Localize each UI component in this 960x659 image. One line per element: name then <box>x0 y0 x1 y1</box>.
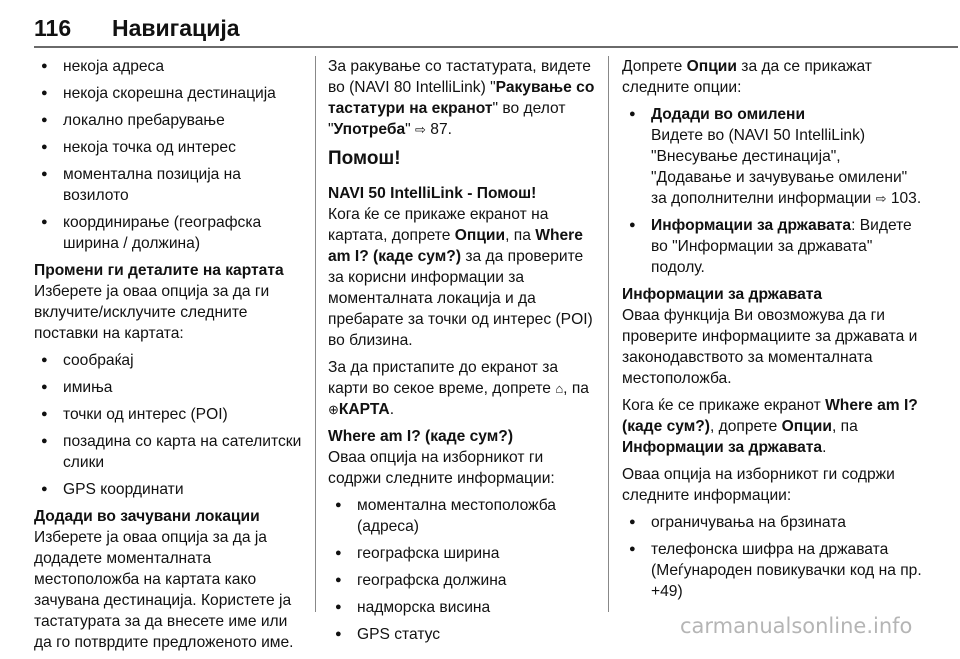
keyboard-reference-paragraph: За ракување со тастатурата, видете во (NAVI 80 IntelliLink) "Ракување со тастатури на екранот" во делот "Употреба" ⇨ 87. <box>328 58 595 138</box>
home-icon: ⌂ <box>555 381 564 396</box>
section-text: Изберете ја оваа опција за да ја додадете моменталната местоположба на картата како зачувана дестинација. Користете ја тастатурата за да внесете име или да го потврдите предложеното име. <box>34 529 294 651</box>
page-reference-icon: ⇨ <box>875 191 887 206</box>
destination-options-list <box>34 56 304 254</box>
country-info-paragraph: Кога ќе се прикаже екранот Where am I? (каде сум?), допрете Опции, па Информации за државата. <box>622 397 918 456</box>
map-settings-list <box>34 350 304 500</box>
page-header <box>34 10 958 48</box>
section-heading: Информации за државата <box>622 286 823 303</box>
watermark: carmanualsonline.info <box>680 614 913 638</box>
country-info-list <box>622 512 922 602</box>
section-text: Оваа опција на изборникот ги содржи следните информации: <box>328 449 555 487</box>
section-heading: NAVI 50 IntelliLink - Помош! <box>328 185 537 202</box>
list-item: ● географска ширина <box>328 543 600 564</box>
column-2 <box>328 56 600 651</box>
map-access-paragraph: За да пристапите до екранот за карти во секое време, допрете ⌂, па ⊕КАРТА. <box>328 359 589 418</box>
list-item: ● некоја точка од интерес <box>34 137 304 158</box>
list-item: ● некоја адреса <box>34 56 304 77</box>
where-am-i-info-list <box>328 495 600 645</box>
list-item: ● ограничувања на брзината <box>622 512 922 533</box>
list-item: ● координирање (географска ширина / должина) <box>34 212 304 254</box>
list-item: ● надморска висина <box>328 597 600 618</box>
section-text: Оваа опција на изборникот ги содржи следните информации: <box>622 466 895 504</box>
options-paragraph: Допрете Опции за да се прикажат следните опции: <box>622 58 872 96</box>
section-heading: Промени ги деталите на картата <box>34 262 284 279</box>
list-item: ● моментална местоположба (адреса) <box>328 495 600 537</box>
section-heading: Where am I? (каде сум?) <box>328 428 514 445</box>
list-item: ● имиња <box>34 377 304 398</box>
list-item: ● географска должина <box>328 570 600 591</box>
section-text: Оваа функција Ви овозможува да ги проверите информациите за државата и законодавството за моменталната местоположба. <box>622 307 918 387</box>
list-item: ● моментална позиција на возилото <box>34 164 304 206</box>
list-item: ● локално пребарување <box>34 110 304 131</box>
section-heading: Додади во зачувани локации <box>34 508 260 525</box>
section-title: Помош! <box>328 148 401 169</box>
list-item: ● GPS статус <box>328 624 600 645</box>
list-item: ● точки од интерес (POI) <box>34 404 304 425</box>
list-item: ● позадина со карта на сателитски слики <box>34 431 304 473</box>
section-text: Изберете ја оваа опција за да ги вклучите/исклучите следните поставки на картата: <box>34 283 270 342</box>
options-list <box>622 104 922 278</box>
column-3 <box>622 56 922 608</box>
page-number: 116 <box>34 15 72 41</box>
list-item: ● Информации за државата: Видете во "Информации за државата" подолу. <box>622 215 922 278</box>
list-item: ● телефонска шифра на државата (Меѓународен повикувачки код на пр. +49) <box>622 539 922 602</box>
list-item: ● Додади во омилени Видете во (NAVI 50 IntelliLink) "Внесување дестинација", "Додавање и зачувување омилени" за дополнителни информации ⇨ 103. <box>622 104 922 209</box>
page-title: Навигација <box>112 15 240 41</box>
column-divider <box>608 56 609 612</box>
column-divider <box>315 56 316 612</box>
list-item: ● сообраќај <box>34 350 304 371</box>
help-paragraph: Кога ќе се прикаже екранот на картата, допрете Опции, па Where am I? (каде сум?) за да проверите за корисни информации за моменталната локација и да пребарате за точки од интерес (POI) во близина. <box>328 206 593 349</box>
map-icon: ⊕ <box>328 402 339 417</box>
column-1 <box>34 56 304 659</box>
list-item: ● GPS координати <box>34 479 304 500</box>
page-reference-icon: ⇨ <box>415 122 426 137</box>
list-item: ● некоја скорешна дестинација <box>34 83 304 104</box>
